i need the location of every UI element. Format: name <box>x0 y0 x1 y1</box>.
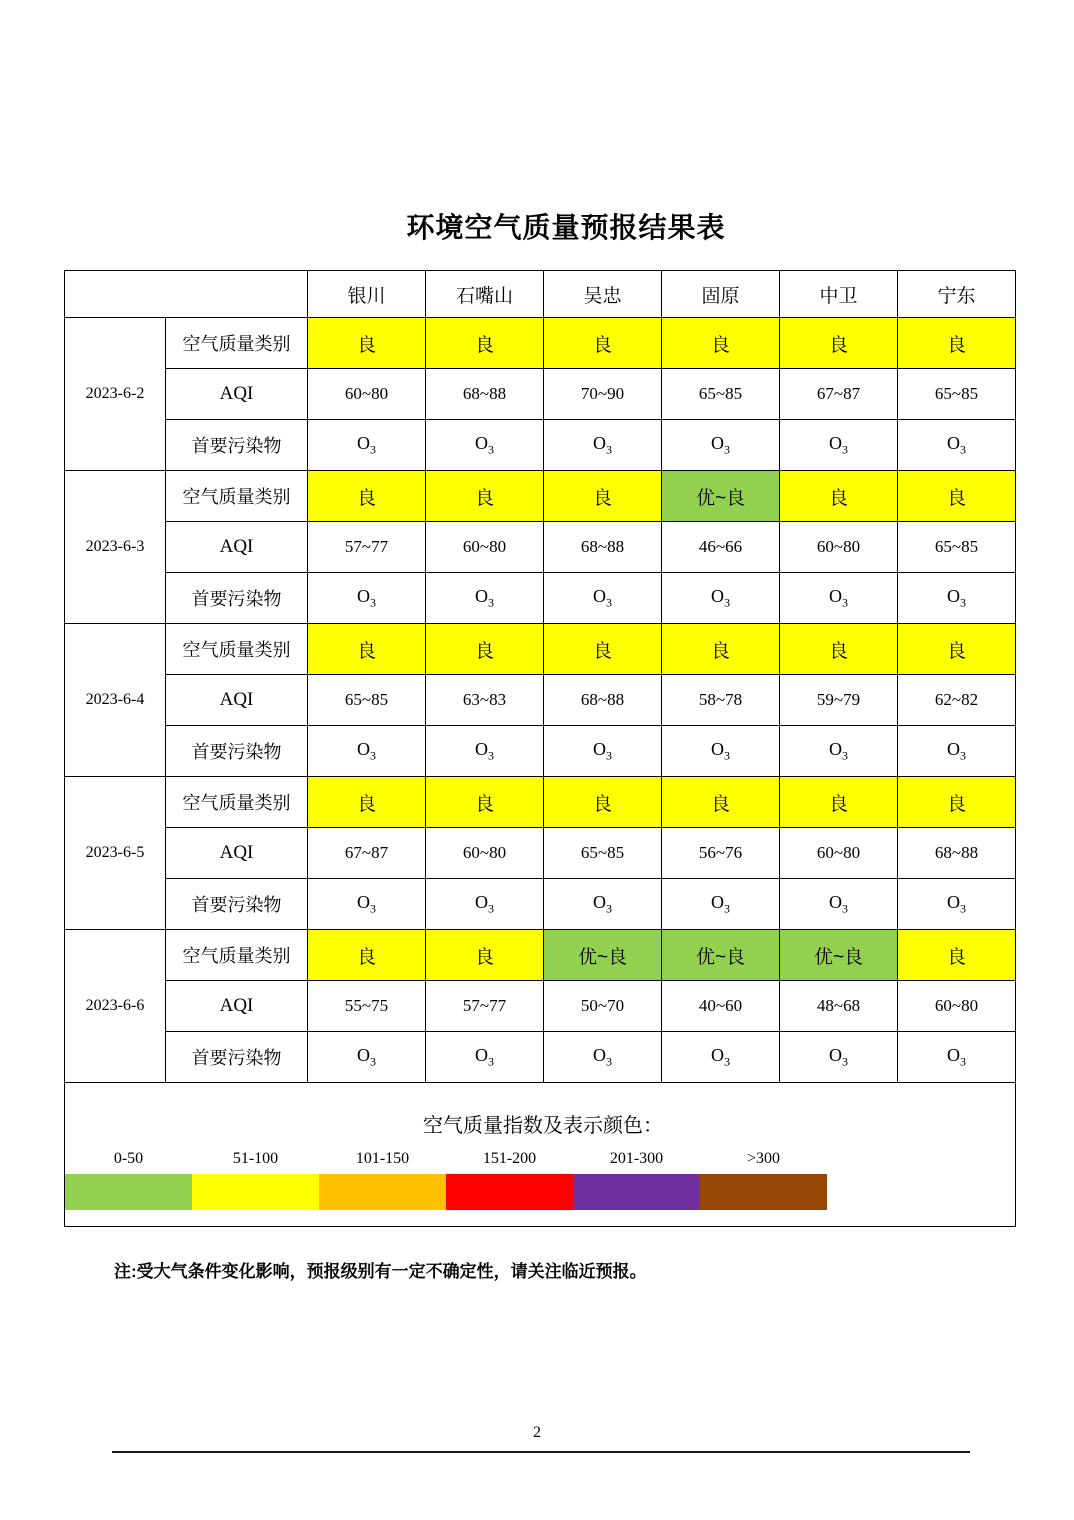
city-header: 宁东 <box>898 271 1016 318</box>
corner-cell <box>65 271 308 318</box>
aqi-cell: 63~83 <box>426 675 544 726</box>
aqi-row <box>65 981 1016 1032</box>
legend-color-swatch <box>319 1174 446 1210</box>
pollutant-cell <box>308 726 426 777</box>
pollutant-symbol: O <box>829 432 842 453</box>
aqi-cell: 50~70 <box>544 981 662 1032</box>
aqi-cell: 60~80 <box>780 522 898 573</box>
row-label-aqi: AQI <box>166 675 308 726</box>
pollutant-symbol: O <box>947 738 960 759</box>
aqi-cell: 65~85 <box>544 828 662 879</box>
category-cell: 良 <box>308 777 426 828</box>
pollutant-symbol: O <box>357 1044 370 1065</box>
pollutant-symbol: O <box>475 432 488 453</box>
pollutant-cell <box>898 420 1016 471</box>
pollutant-subscript: 3 <box>960 901 966 916</box>
aqi-cell: 60~80 <box>426 828 544 879</box>
aqi-cell: 60~80 <box>898 981 1016 1032</box>
aqi-cell: 60~80 <box>780 828 898 879</box>
pollutant-subscript: 3 <box>606 1054 612 1069</box>
category-cell: 良 <box>426 930 544 981</box>
pollutant-subscript: 3 <box>842 1054 848 1069</box>
aqi-cell: 59~79 <box>780 675 898 726</box>
aqi-cell: 65~85 <box>898 369 1016 420</box>
aqi-cell: 46~66 <box>662 522 780 573</box>
row-label-aqi: AQI <box>166 369 308 420</box>
pollutant-cell <box>426 420 544 471</box>
aqi-cell: 57~77 <box>308 522 426 573</box>
legend-color-swatch <box>573 1174 700 1210</box>
pollutant-subscript: 3 <box>842 595 848 610</box>
pollutant-cell <box>544 1032 662 1083</box>
legend-color-swatch <box>192 1174 319 1210</box>
pollutant-symbol: O <box>829 891 842 912</box>
row-label-pollutant: 首要污染物 <box>166 726 308 777</box>
category-cell: 良 <box>662 318 780 369</box>
date-cell: 2023-6-4 <box>65 624 166 777</box>
legend-color-swatch <box>65 1174 192 1210</box>
pollutant-symbol: O <box>475 891 488 912</box>
aqi-cell: 65~85 <box>898 522 1016 573</box>
aqi-cell: 68~88 <box>544 675 662 726</box>
pollutant-cell <box>426 726 544 777</box>
legend-row <box>65 1083 1016 1227</box>
pollutant-symbol: O <box>947 432 960 453</box>
category-cell: 良 <box>898 930 1016 981</box>
pollutant-cell <box>780 573 898 624</box>
pollutant-symbol: O <box>593 432 606 453</box>
pollutant-subscript: 3 <box>370 748 376 763</box>
pollutant-cell <box>898 573 1016 624</box>
category-row <box>65 777 1016 828</box>
footer-page-number: 2 <box>533 1424 541 1441</box>
pollutant-symbol: O <box>711 891 724 912</box>
pollutant-subscript: 3 <box>842 442 848 457</box>
city-header: 银川 <box>308 271 426 318</box>
aqi-cell: 40~60 <box>662 981 780 1032</box>
pollutant-cell <box>544 879 662 930</box>
pollutant-cell <box>780 726 898 777</box>
pollutant-cell <box>898 879 1016 930</box>
aqi-cell: 70~90 <box>544 369 662 420</box>
pollutant-symbol: O <box>593 585 606 606</box>
pollutant-subscript: 3 <box>842 901 848 916</box>
category-row <box>65 471 1016 522</box>
pollutant-subscript: 3 <box>724 595 730 610</box>
aqi-row <box>65 828 1016 879</box>
category-cell: 良 <box>780 318 898 369</box>
pollutant-cell <box>544 573 662 624</box>
pollutant-cell <box>898 1032 1016 1083</box>
pollutant-subscript: 3 <box>842 748 848 763</box>
category-cell: 良 <box>544 777 662 828</box>
legend-range-label: >300 <box>746 1149 781 1167</box>
pollutant-subscript: 3 <box>488 748 494 763</box>
aqi-cell: 68~88 <box>898 828 1016 879</box>
pollutant-subscript: 3 <box>606 748 612 763</box>
pollutant-cell <box>426 1032 544 1083</box>
category-cell: 优~良 <box>544 930 662 981</box>
aqi-cell: 67~87 <box>780 369 898 420</box>
legend-range-label: 51-100 <box>232 1149 279 1167</box>
category-row <box>65 930 1016 981</box>
category-cell: 良 <box>780 624 898 675</box>
aqi-cell: 58~78 <box>662 675 780 726</box>
row-label-pollutant: 首要污染物 <box>166 420 308 471</box>
aqi-cell: 48~68 <box>780 981 898 1032</box>
row-label-pollutant: 首要污染物 <box>166 573 308 624</box>
category-cell: 良 <box>898 777 1016 828</box>
aqi-row <box>65 369 1016 420</box>
legend-labels <box>65 1150 1015 1168</box>
category-cell: 良 <box>426 777 544 828</box>
city-header: 吴忠 <box>544 271 662 318</box>
aqi-cell: 56~76 <box>662 828 780 879</box>
row-label-category: 空气质量类别 <box>166 930 308 981</box>
city-header: 中卫 <box>780 271 898 318</box>
category-cell: 良 <box>308 930 426 981</box>
category-cell: 良 <box>426 318 544 369</box>
row-label-pollutant: 首要污染物 <box>166 879 308 930</box>
date-cell: 2023-6-2 <box>65 318 166 471</box>
legend-section <box>65 1083 1016 1227</box>
pollutant-cell <box>780 879 898 930</box>
pollutant-cell <box>308 573 426 624</box>
pollutant-symbol: O <box>475 585 488 606</box>
category-cell: 良 <box>898 318 1016 369</box>
legend-title: 空气质量指数及表示颜色： <box>423 1114 663 1137</box>
category-cell: 良 <box>308 318 426 369</box>
category-cell: 良 <box>780 471 898 522</box>
header-row <box>65 271 1016 318</box>
pollutant-symbol: O <box>711 1044 724 1065</box>
pollutant-row <box>65 726 1016 777</box>
pollutant-cell <box>544 420 662 471</box>
legend-bar <box>65 1174 1015 1210</box>
aqi-cell: 68~88 <box>544 522 662 573</box>
category-cell: 良 <box>308 624 426 675</box>
pollutant-subscript: 3 <box>488 901 494 916</box>
row-label-aqi: AQI <box>166 522 308 573</box>
row-label-category: 空气质量类别 <box>166 624 308 675</box>
pollutant-symbol: O <box>947 891 960 912</box>
legend-range-label: 101-150 <box>355 1149 410 1167</box>
pollutant-symbol: O <box>475 1044 488 1065</box>
aqi-row <box>65 675 1016 726</box>
aqi-cell: 60~80 <box>308 369 426 420</box>
date-cell: 2023-6-6 <box>65 930 166 1083</box>
legend-color-swatch <box>446 1174 573 1210</box>
pollutant-symbol: O <box>829 1044 842 1065</box>
aqi-cell: 57~77 <box>426 981 544 1032</box>
pollutant-subscript: 3 <box>488 1054 494 1069</box>
pollutant-subscript: 3 <box>606 442 612 457</box>
category-cell: 良 <box>662 624 780 675</box>
aqi-cell: 60~80 <box>426 522 544 573</box>
category-cell: 良 <box>544 318 662 369</box>
pollutant-subscript: 3 <box>960 595 966 610</box>
row-label-category: 空气质量类别 <box>166 777 308 828</box>
pollutant-cell <box>308 879 426 930</box>
pollutant-symbol: O <box>829 585 842 606</box>
pollutant-cell <box>426 879 544 930</box>
row-label-aqi: AQI <box>166 981 308 1032</box>
aqi-cell: 68~88 <box>426 369 544 420</box>
pollutant-cell <box>662 1032 780 1083</box>
row-label-category: 空气质量类别 <box>166 318 308 369</box>
pollutant-row <box>65 879 1016 930</box>
pollutant-subscript: 3 <box>724 901 730 916</box>
pollutant-subscript: 3 <box>606 595 612 610</box>
pollutant-subscript: 3 <box>370 1054 376 1069</box>
pollutant-subscript: 3 <box>370 595 376 610</box>
pollutant-symbol: O <box>475 738 488 759</box>
pollutant-subscript: 3 <box>606 901 612 916</box>
aqi-cell: 55~75 <box>308 981 426 1032</box>
pollutant-subscript: 3 <box>960 442 966 457</box>
category-cell: 良 <box>426 624 544 675</box>
pollutant-cell <box>308 1032 426 1083</box>
pollutant-cell <box>308 420 426 471</box>
pollutant-subscript: 3 <box>488 595 494 610</box>
row-label-pollutant: 首要污染物 <box>166 1032 308 1083</box>
pollutant-symbol: O <box>357 891 370 912</box>
pollutant-cell <box>662 879 780 930</box>
category-cell: 良 <box>426 471 544 522</box>
pollutant-subscript: 3 <box>724 442 730 457</box>
pollutant-cell <box>780 1032 898 1083</box>
pollutant-symbol: O <box>593 738 606 759</box>
table-body <box>65 318 1016 1083</box>
note-text: 注:受大气条件变化影响，预报级别有一定不确定性，请关注临近预报。 <box>114 1262 647 1281</box>
pollutant-row <box>65 1032 1016 1083</box>
aqi-row <box>65 522 1016 573</box>
pollutant-symbol: O <box>829 738 842 759</box>
category-cell: 良 <box>780 777 898 828</box>
pollutant-subscript: 3 <box>960 748 966 763</box>
category-cell: 优~良 <box>662 930 780 981</box>
pollutant-symbol: O <box>711 432 724 453</box>
city-header: 固原 <box>662 271 780 318</box>
legend-range-label: 0-50 <box>113 1149 144 1167</box>
category-cell: 良 <box>308 471 426 522</box>
pollutant-symbol: O <box>357 738 370 759</box>
category-cell: 良 <box>544 624 662 675</box>
aqi-cell: 65~85 <box>308 675 426 726</box>
pollutant-row <box>65 573 1016 624</box>
pollutant-subscript: 3 <box>724 748 730 763</box>
aqi-cell: 62~82 <box>898 675 1016 726</box>
pollutant-row <box>65 420 1016 471</box>
category-cell: 良 <box>898 624 1016 675</box>
category-cell: 良 <box>898 471 1016 522</box>
pollutant-cell <box>898 726 1016 777</box>
pollutant-subscript: 3 <box>960 1054 966 1069</box>
date-cell: 2023-6-3 <box>65 471 166 624</box>
category-cell: 优~良 <box>662 471 780 522</box>
date-cell: 2023-6-5 <box>65 777 166 930</box>
pollutant-subscript: 3 <box>488 442 494 457</box>
pollutant-cell <box>780 420 898 471</box>
pollutant-cell <box>662 726 780 777</box>
city-header: 石嘴山 <box>426 271 544 318</box>
pollutant-symbol: O <box>357 432 370 453</box>
pollutant-cell <box>544 726 662 777</box>
legend-range-label: 151-200 <box>482 1149 537 1167</box>
category-row <box>65 624 1016 675</box>
category-row <box>65 318 1016 369</box>
pollutant-symbol: O <box>947 1044 960 1065</box>
forecast-table <box>64 270 1016 1227</box>
pollutant-symbol: O <box>357 585 370 606</box>
pollutant-symbol: O <box>593 891 606 912</box>
aqi-cell: 65~85 <box>662 369 780 420</box>
footer-rule <box>112 1451 970 1453</box>
pollutant-symbol: O <box>593 1044 606 1065</box>
aqi-cell: 67~87 <box>308 828 426 879</box>
pollutant-cell <box>662 573 780 624</box>
pollutant-symbol: O <box>711 585 724 606</box>
pollutant-subscript: 3 <box>724 1054 730 1069</box>
legend-range-label: 201-300 <box>609 1149 664 1167</box>
row-label-category: 空气质量类别 <box>166 471 308 522</box>
legend-color-swatch <box>700 1174 827 1210</box>
pollutant-cell <box>426 573 544 624</box>
category-cell: 优~良 <box>780 930 898 981</box>
pollutant-symbol: O <box>947 585 960 606</box>
pollutant-cell <box>662 420 780 471</box>
pollutant-subscript: 3 <box>370 442 376 457</box>
pollutant-subscript: 3 <box>370 901 376 916</box>
pollutant-symbol: O <box>711 738 724 759</box>
category-cell: 良 <box>662 777 780 828</box>
category-cell: 良 <box>544 471 662 522</box>
page-title: 环境空气质量预报结果表 <box>406 213 726 244</box>
row-label-aqi: AQI <box>166 828 308 879</box>
